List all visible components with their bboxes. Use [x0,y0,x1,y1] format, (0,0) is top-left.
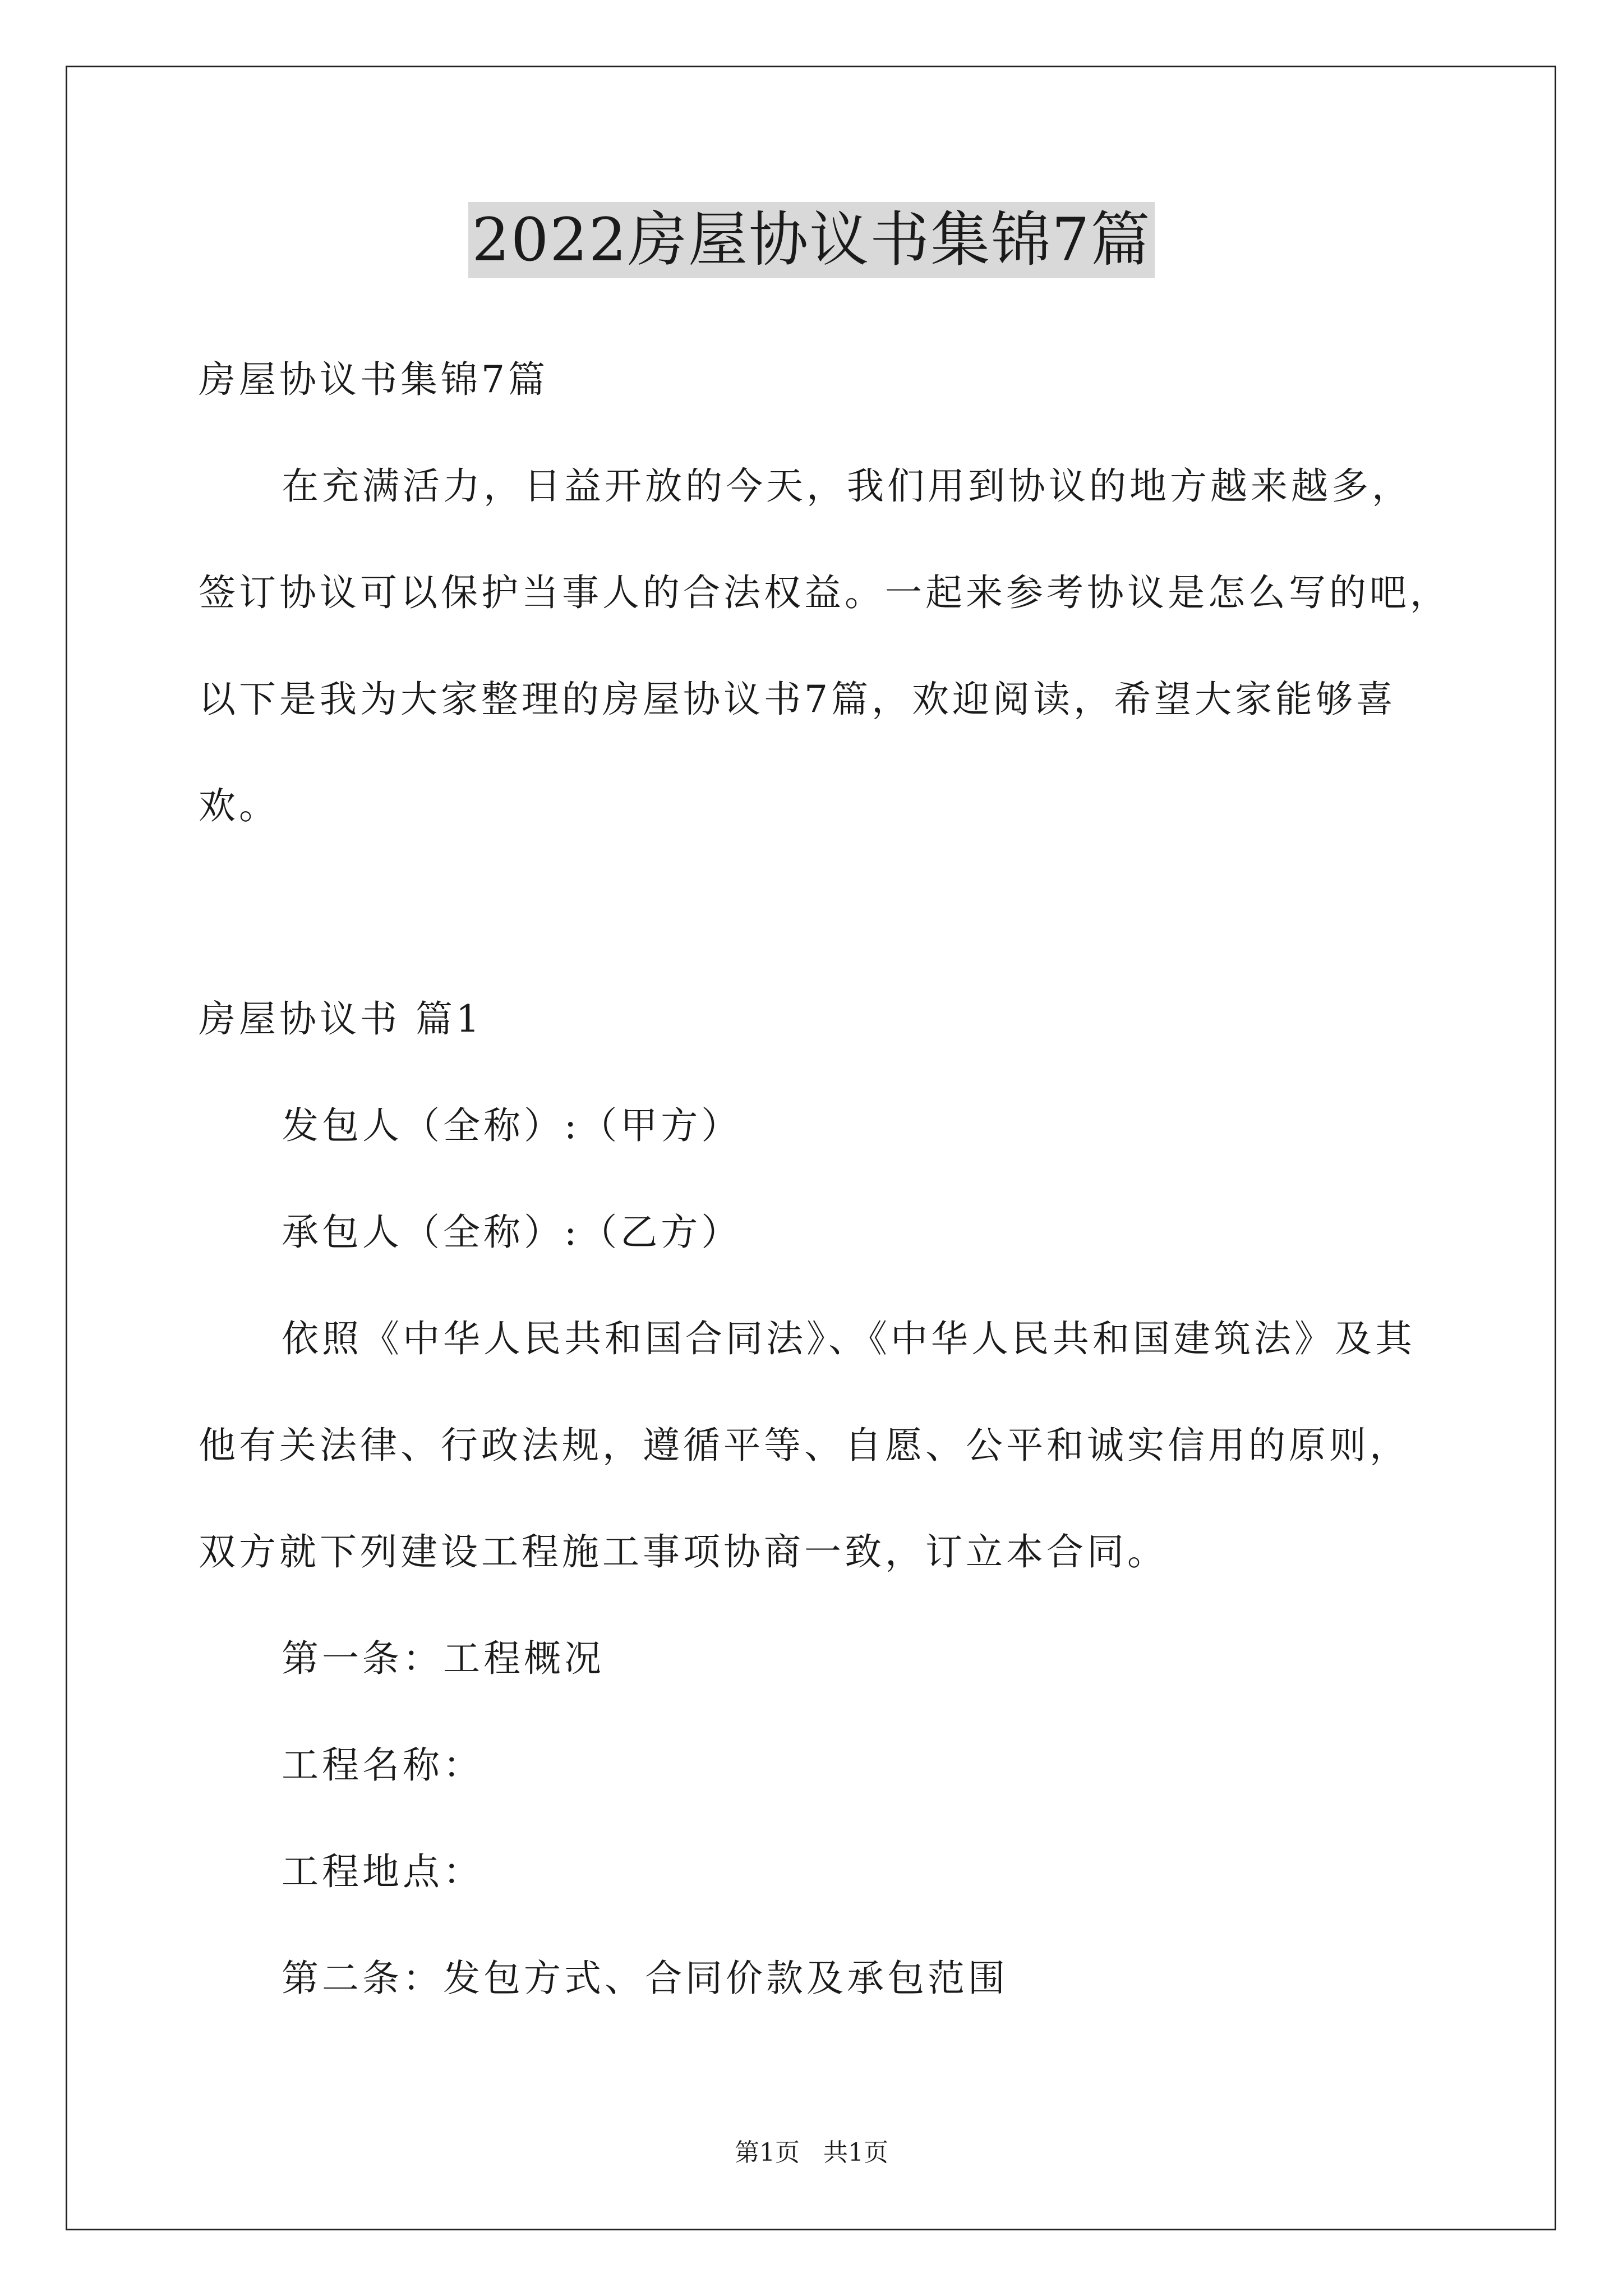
party-b-line: 承包人（全称）:（乙方） [282,1211,742,1254]
document-title: 2022房屋协议书集锦7篇 [468,202,1154,278]
title-container [0,202,1623,278]
intro-line-2: 签订协议可以保护当事人的合法权益。一起来参考协议是怎么写的吧， [199,571,1450,614]
intro-line-1: 在充满活力，日益开放的今天，我们用到协议的地方越来越多， [282,464,1412,508]
party-a-line: 发包人（全称）:（甲方） [282,1104,742,1147]
article-2-heading: 第二条：发包方式、合同价款及承包范围 [282,1957,1008,2000]
basis-line-2: 他有关法律、行政法规，遵循平等、自愿、公平和诚实信用的原则， [199,1424,1410,1467]
project-location-line: 工程地点： [282,1850,483,1893]
intro-line-4: 欢。 [199,784,279,827]
basis-line-1: 依照《中华人民共和国合同法》、《中华人民共和国建筑法》及其 [282,1317,1415,1360]
project-name-line: 工程名称： [282,1743,483,1787]
article-1-heading: 第一条：工程概况 [282,1637,605,1680]
section-heading: 房屋协议书 篇1 [199,997,483,1041]
basis-line-3: 双方就下列建设工程施工事项协商一致，订立本合同。 [199,1530,1168,1573]
intro-line-3: 以下是我为大家整理的房屋协议书7篇，欢迎阅读，希望大家能够喜 [199,678,1396,721]
page-footer: 第1页 共1页 [735,2138,888,2167]
document-subtitle: 房屋协议书集锦7篇 [199,358,548,401]
